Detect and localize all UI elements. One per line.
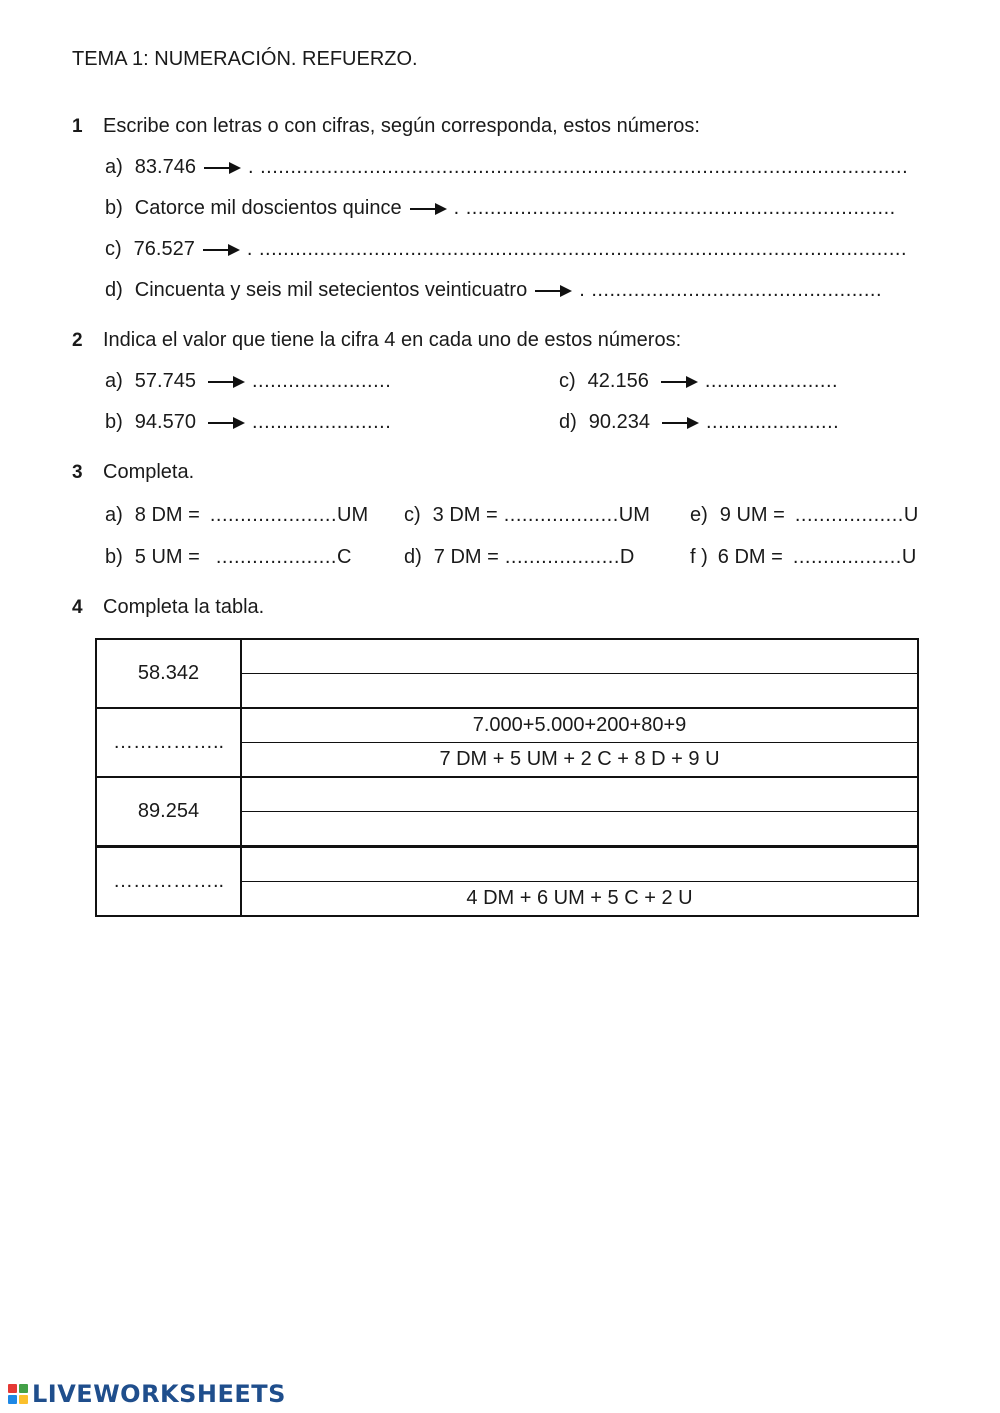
q1-item-value: 76.527 [133, 238, 195, 260]
q2-answer-blank[interactable]: ...................... [705, 411, 840, 433]
q1-answer-blank[interactable]: . ........................................................................................................... [246, 238, 908, 260]
arrow-right-icon [204, 162, 242, 174]
liveworksheets-logo [8, 1380, 286, 1408]
q3-answer-blank[interactable]: .................... [215, 546, 337, 568]
table-number-cell[interactable]: …………….. [96, 847, 241, 917]
q3-item-label: b) [105, 546, 123, 568]
q3-item-left: 6 DM = [717, 546, 783, 568]
table-answer-cell[interactable] [241, 847, 918, 882]
question-1-number: 1 [72, 116, 83, 137]
q1-item-label: c) [105, 238, 122, 260]
q3-item-left: 9 UM = [719, 504, 785, 526]
q3-answer-blank[interactable]: ................... [504, 546, 620, 568]
table-row [96, 777, 918, 812]
q1-item-a [105, 156, 919, 179]
q1-item-b [105, 197, 919, 220]
table-number-cell: 89.254 [96, 777, 241, 847]
arrow-right-icon [203, 244, 241, 256]
table-row [96, 847, 918, 882]
q3-item-c [404, 504, 650, 527]
page-title: TEMA 1: NUMERACIÓN. REFUERZO. [72, 48, 418, 70]
question-2-number: 2 [72, 330, 83, 351]
table-answer-cell[interactable] [241, 777, 918, 812]
q2-item-value: 90.234 [588, 411, 650, 433]
q1-item-label: d) [105, 279, 123, 301]
question-2-text: Indica el valor que tiene la cifra 4 en cada uno de estos números: [103, 329, 682, 351]
q2-item-c [559, 370, 838, 393]
table-answer-cell[interactable] [241, 812, 918, 847]
logo-blocks-icon [8, 1384, 28, 1404]
q1-item-value: 83.746 [134, 156, 196, 178]
arrow-right-icon [208, 417, 246, 429]
table-number-cell: 58.342 [96, 639, 241, 708]
q3-answer-blank[interactable]: .................. [792, 546, 902, 568]
q1-item-label: b) [105, 197, 123, 219]
q3-item-a [105, 504, 368, 527]
question-1-text: Escribe con letras o con cifras, según corresponda, estos números: [103, 115, 700, 137]
q3-item-unit: U [903, 504, 919, 526]
q3-item-unit: UM [337, 504, 369, 526]
q1-answer-blank[interactable]: . ....................................................................... [453, 197, 896, 219]
arrow-right-icon [661, 376, 699, 388]
table-answer-cell[interactable] [241, 674, 918, 709]
q3-item-unit: C [336, 546, 352, 568]
q1-item-value: Catorce mil doscientos quince [134, 197, 402, 219]
q3-answer-blank[interactable]: ................... [503, 504, 619, 526]
q3-item-b [105, 546, 351, 569]
table-number-cell[interactable]: …………….. [96, 708, 241, 777]
logo-block [8, 1395, 17, 1404]
arrow-right-icon [535, 285, 573, 297]
q3-item-f [690, 546, 916, 569]
q3-item-left: 3 DM = [432, 504, 498, 526]
q3-item-unit: U [901, 546, 917, 568]
q2-item-value: 42.156 [587, 370, 649, 392]
q2-item-label: d) [559, 411, 577, 433]
q3-item-label: c) [404, 504, 421, 526]
q3-item-e [690, 504, 918, 527]
q2-item-a [105, 370, 391, 393]
q2-item-label: a) [105, 370, 123, 392]
q2-item-value: 94.570 [134, 411, 196, 433]
q3-answer-blank[interactable]: ..................... [209, 504, 338, 526]
q3-item-label: e) [690, 504, 708, 526]
q1-answer-blank[interactable]: . ................................................ [579, 279, 883, 301]
q3-item-left: 7 DM = [433, 546, 499, 568]
table-answer-cell[interactable] [241, 639, 918, 674]
arrow-right-icon [662, 417, 700, 429]
q2-item-label: c) [559, 370, 576, 392]
q2-item-d [559, 411, 839, 434]
table-units-cell: 4 DM + 6 UM + 5 C + 2 U [241, 882, 918, 917]
q3-item-label: d) [404, 546, 422, 568]
brand-name: LIVEWORKSHEETS [32, 1380, 286, 1408]
table-row [96, 639, 918, 674]
logo-block [8, 1384, 17, 1393]
question-3-number: 3 [72, 462, 83, 483]
table-units-cell: 7 DM + 5 UM + 2 C + 8 D + 9 U [241, 743, 918, 778]
q1-item-d [105, 279, 919, 302]
q3-item-left: 5 UM = [134, 546, 200, 568]
table-row [96, 708, 918, 743]
q2-item-value: 57.745 [134, 370, 196, 392]
q3-item-d [404, 546, 634, 569]
question-4-number: 4 [72, 597, 83, 618]
q1-item-c [105, 238, 919, 261]
q1-item-value: Cincuenta y seis mil setecientos veinticuatro [134, 279, 528, 301]
q3-item-unit: D [619, 546, 635, 568]
arrow-right-icon [410, 203, 448, 215]
decomposition-table [95, 638, 919, 917]
q1-answer-blank[interactable]: . ........................................................................................................... [247, 156, 909, 178]
q3-answer-blank[interactable]: .................. [794, 504, 904, 526]
q2-answer-blank[interactable]: ...................... [704, 370, 839, 392]
q2-item-label: b) [105, 411, 123, 433]
logo-block [19, 1395, 28, 1404]
q3-item-label: a) [105, 504, 123, 526]
q3-item-left: 8 DM = [134, 504, 200, 526]
arrow-right-icon [208, 376, 246, 388]
q3-item-unit: UM [618, 504, 650, 526]
q3-item-label: f ) [690, 546, 708, 568]
logo-block [19, 1384, 28, 1393]
q2-answer-blank[interactable]: ....................... [251, 370, 392, 392]
q2-answer-blank[interactable]: ....................... [251, 411, 392, 433]
question-3-text: Completa. [103, 461, 195, 483]
q1-item-label: a) [105, 156, 123, 178]
table-expansion-cell: 7.000+5.000+200+80+9 [241, 708, 918, 743]
question-4-text: Completa la tabla. [103, 596, 265, 618]
q2-item-b [105, 411, 391, 434]
